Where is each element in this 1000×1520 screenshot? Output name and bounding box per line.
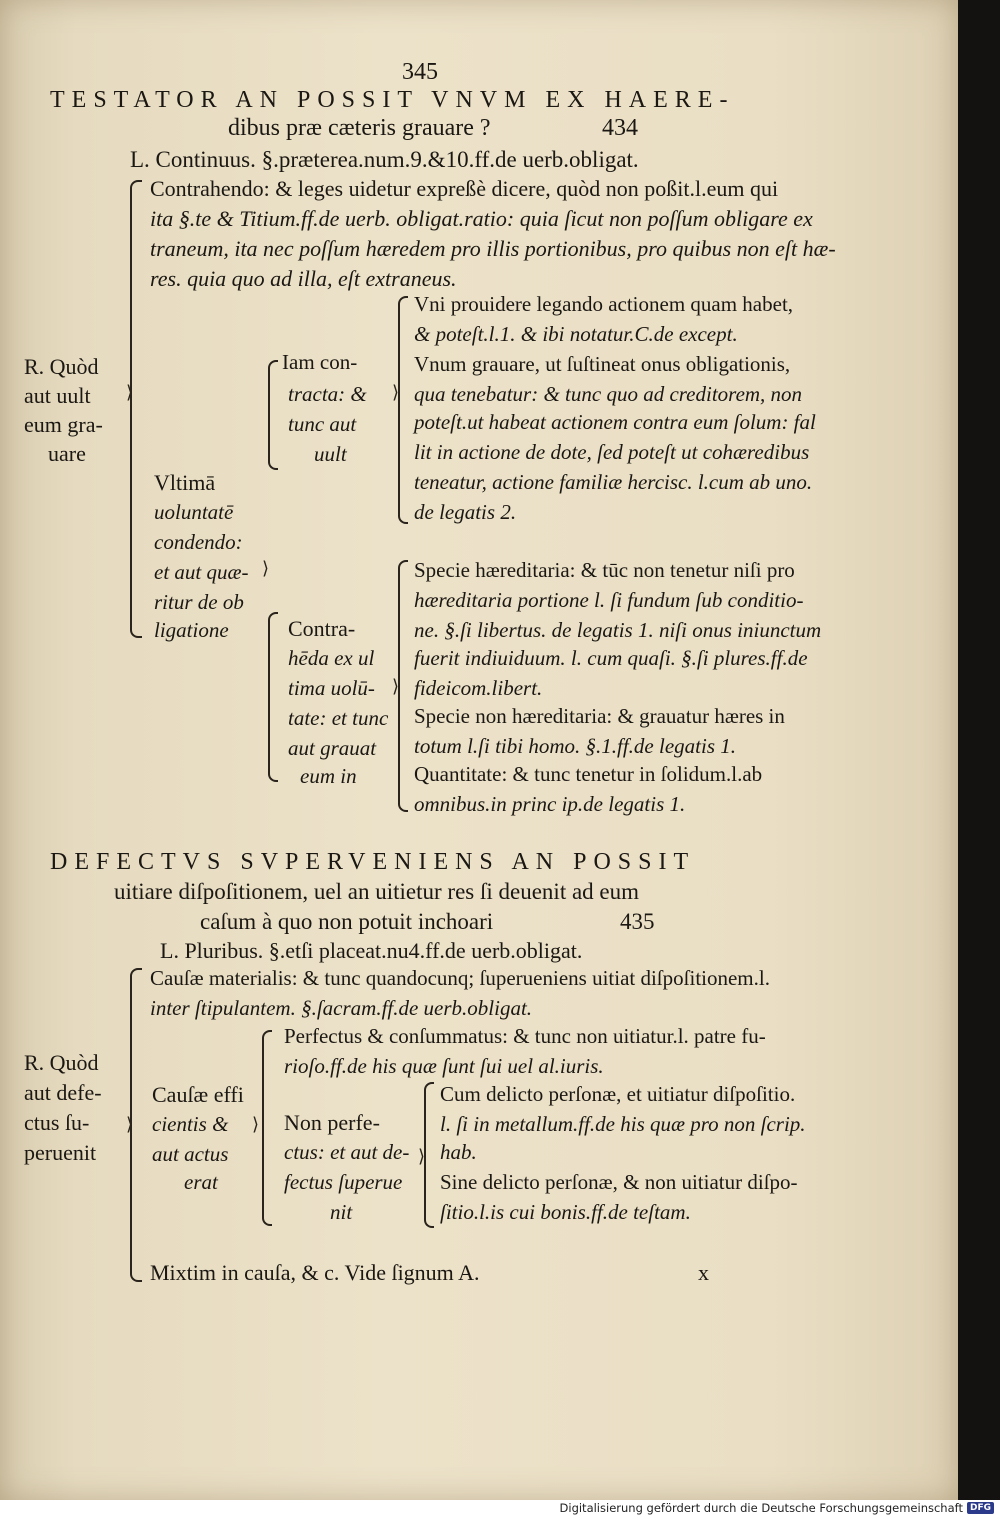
iam-option-line-7: teneatur, actione familiæ hercisc. l.cum ab uno. — [414, 470, 813, 494]
vltima-line-6: ligatione — [154, 618, 229, 642]
contrahendo-line-2: ita §.te & Titium.ff.de uerb. obligat.ratio: quia ſicut non poſſum obligare ex — [150, 206, 813, 231]
section1-main-bracket — [130, 180, 142, 638]
causae-eff-line-4: erat — [184, 1170, 218, 1194]
causae-eff-arrow: ⟩ — [252, 1114, 260, 1134]
section2-left-label-1: R. Quòd — [24, 1050, 99, 1075]
section2-number: 435 — [620, 909, 655, 934]
mixtim-line: Mixtim in cauſa, & c. Vide ſignum A. — [150, 1260, 480, 1285]
non-perfectus-bracket — [424, 1082, 434, 1228]
iam-option-line-4: qua tenebatur: & tunc quo ad creditorem, non — [414, 382, 803, 406]
contrahendo-line-3: traneum, ita nec poſſum hæredem pro illis portionibus, pro quibus non eſt hæ- — [150, 236, 836, 261]
contrahenda-option-line-8: Quantitate: & tunc tenetur in ſolidum.l.ab — [414, 762, 763, 786]
perfectus-line-2: rioſo.ff.de his quæ ſunt ſui uel al.iuris. — [284, 1054, 604, 1078]
section1-title-line1: TESTATOR AN POSSIT VNVM EX HAERE- — [50, 87, 735, 113]
section1-main-arrow: ⟩ — [126, 382, 134, 402]
section1-left-label-2: aut uult — [24, 383, 91, 408]
iam-option-line-1: Vni prouidere legando actionem quam habet, — [414, 292, 794, 316]
causae-eff-line-2: cientis & — [152, 1112, 229, 1136]
contrahenda-option-line-7: totum l.ſi tibi homo. §.1.ff.de legatis 1. — [414, 734, 736, 758]
causae-eff-line-3: aut actus — [152, 1142, 229, 1166]
contrahenda-option-line-1: Specie hæreditaria: & tūc non tenetur niſi pro — [414, 558, 795, 582]
contrahenda-option-line-2: hæreditaria portione l. ſi fundum ſub conditio- — [414, 588, 804, 612]
contrahenda-option-line-3: ne. §.ſi libertus. de legatis 1. niſi onus iniunctum — [414, 618, 822, 642]
credit-text: Digitalisierung gefördert durch die Deutsche Forschungsgemeinschaft — [559, 1501, 963, 1515]
section1-left-label-4: uare — [48, 441, 86, 466]
vltima-arrow: ⟩ — [262, 558, 270, 578]
causae-eff-bracket — [262, 1030, 272, 1226]
non-perfectus-line-3: fectus ſuperue — [284, 1170, 403, 1194]
section2-main-arrow: ⟩ — [126, 1114, 134, 1134]
causae-eff-line-1: Cauſæ effi — [152, 1082, 244, 1107]
contrahendo-line-1: Contrahendo: & leges uidetur expreßè dicere, quòd non poßit.l.eum qui — [150, 176, 779, 201]
contrahenda-line-1: Contra- — [288, 616, 356, 641]
non-perfectus-option-line-2: l. ſi in metallum.ff.de his quæ pro non ſcrip. — [440, 1112, 806, 1136]
contrahenda-option-line-9: omnibus.in princ ip.de legatis 1. — [414, 792, 686, 816]
vltima-line-3: condendo: — [154, 530, 243, 554]
causae-line-2: inter ſtipulantem. §.ſacram.ff.de uerb.obligat. — [150, 996, 533, 1020]
iam-bracket — [268, 360, 278, 470]
section1-number: 434 — [602, 115, 638, 141]
contrahenda-line-3: tima uolū- — [288, 676, 375, 700]
non-perfectus-line-2: ctus: et aut de- — [284, 1140, 410, 1164]
iam-options-bracket — [398, 296, 408, 524]
vltima-line-1: Vltimā — [154, 470, 216, 495]
section2-reference: L. Pluribus. §.etſi placeat.nu4.ff.de uerb.obligat. — [160, 938, 583, 963]
non-perfectus-line-1: Non perfe- — [284, 1110, 380, 1135]
section2-title-line3: caſum à quo non potuit inchoari — [200, 909, 494, 934]
page-number: 345 — [402, 59, 438, 85]
contrahenda-options-arrow: ⟩ — [392, 676, 400, 696]
contrahenda-bracket — [268, 612, 278, 782]
iam-option-line-5: poteſt.ut habeat actionem contra eum ſolum: fal — [414, 410, 816, 434]
iam-line-4: uult — [314, 442, 347, 466]
non-perfectus-option-line-1: Cum delicto perſonæ, et uitiatur diſpoſitio. — [440, 1082, 796, 1106]
contrahenda-line-6: eum in — [300, 764, 357, 788]
contrahenda-option-line-5: fideicom.libert. — [414, 676, 543, 700]
iam-option-line-3: Vnum grauare, ut ſuſtineat onus obligationis, — [414, 352, 791, 376]
section1-left-label-3: eum gra- — [24, 412, 103, 437]
section1-title-line2: dibus præ cæteris grauare ? — [228, 115, 491, 141]
contrahenda-option-line-4: fuerit indiuiduum. l. cum quaſi. §.ſi plures.ff.de — [414, 646, 808, 670]
perfectus-line-1: Perfectus & conſummatus: & tunc non uitiatur.l. patre fu- — [284, 1024, 766, 1048]
section2-left-label-3: ctus ſu- — [24, 1110, 90, 1135]
contrahenda-options-bracket — [398, 560, 408, 812]
causae-line-1: Cauſæ materialis: & tunc quandocunq; ſuperueniens uitiat diſpoſitionem.l. — [150, 966, 770, 990]
digitization-credit — [560, 1501, 994, 1515]
non-perfectus-line-4: nit — [330, 1200, 353, 1224]
signature-mark: x — [698, 1260, 709, 1285]
non-perfectus-option-line-3: hab. — [440, 1140, 477, 1164]
contrahenda-line-4: tate: et tunc — [288, 706, 389, 730]
contrahenda-option-line-6: Specie non hæreditaria: & grauatur hæres in — [414, 704, 785, 728]
iam-line-2: tracta: & — [288, 382, 367, 406]
iam-option-line-6: lit in actione de dote, ſed poteſt ut cohæredibus — [414, 440, 810, 464]
non-perfectus-option-line-5: ſitio.l.is cui bonis.ff.de teſtam. — [440, 1200, 691, 1224]
iam-option-line-8: de legatis 2. — [414, 500, 517, 524]
section2-left-label-2: aut defe- — [24, 1080, 102, 1105]
iam-line-1: Iam con- — [282, 350, 358, 374]
section2-title-line1: DEFECTVS SVPERVENIENS AN POSSIT — [50, 849, 696, 875]
non-perfectus-option-line-4: Sine delicto perſonæ, & non uitiatur diſpo- — [440, 1170, 798, 1194]
vltima-line-4: et aut quæ- — [154, 560, 249, 584]
non-perfectus-arrow: ⟩ — [418, 1146, 426, 1166]
section1-left-label-1: R. Quòd — [24, 354, 99, 379]
dfg-logo: DFG — [967, 1502, 994, 1514]
iam-option-line-2: & poteſt.l.1. & ibi notatur.C.de except. — [414, 322, 738, 346]
contrahenda-line-5: aut grauat — [288, 736, 377, 760]
section2-title-line2: uitiare diſpoſitionem, uel an uitietur res ſi deuenit ad eum — [114, 879, 640, 904]
vltima-line-5: ritur de ob — [154, 590, 244, 614]
contrahenda-line-2: hēda ex ul — [288, 646, 375, 670]
section2-left-label-4: peruenit — [24, 1140, 97, 1165]
vltima-line-2: uoluntatē — [154, 500, 234, 524]
section1-reference: L. Continuus. §.præterea.num.9.&10.ff.de uerb.obligat. — [130, 147, 639, 172]
contrahendo-line-4: res. quia quo ad illa, eſt extraneus. — [150, 266, 457, 291]
iam-options-arrow: ⟩ — [392, 382, 400, 402]
iam-line-3: tunc aut — [288, 412, 357, 436]
